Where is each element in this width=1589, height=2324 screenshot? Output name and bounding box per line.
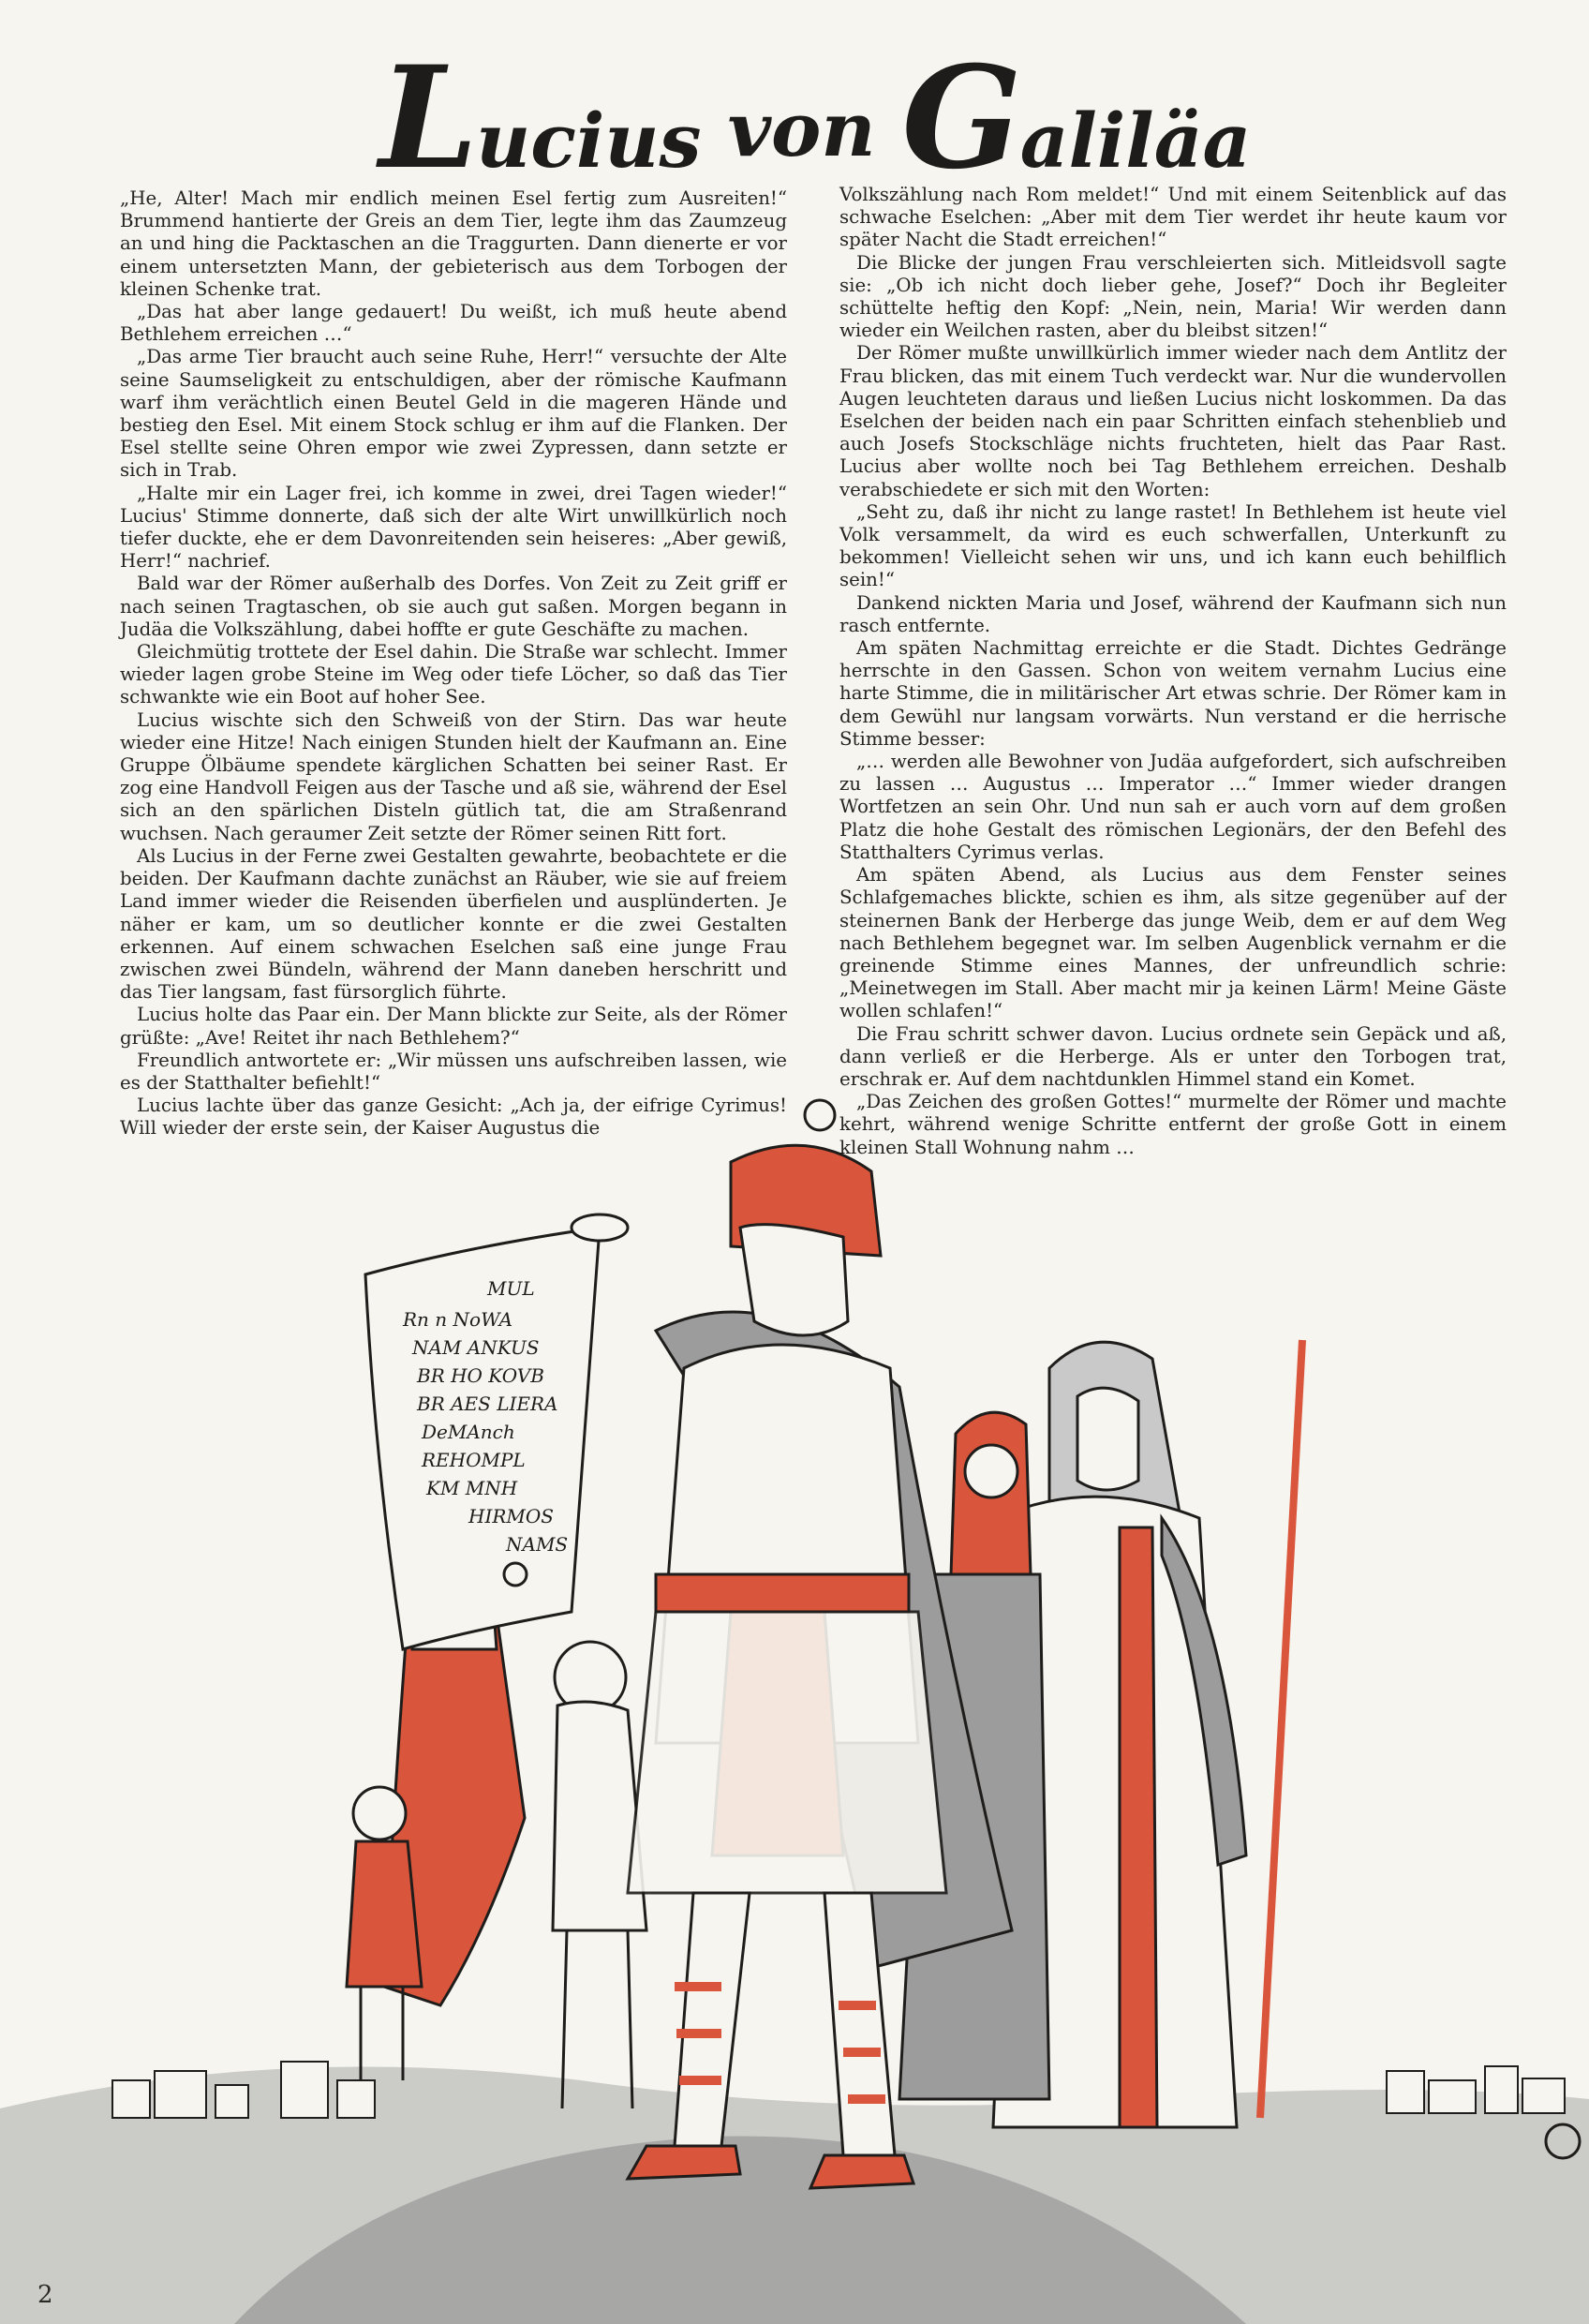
scroll-line: Rn n NoWA bbox=[403, 1308, 513, 1331]
paragraph: „Das Zeichen des großen Gottes!“ murmelte der Römer und machte kehrt, während wenige Schritte entfernt der große Gott in einem kleinen Stall Wohnung nahm … bbox=[839, 1091, 1507, 1158]
roman-census-illustration bbox=[0, 1087, 1589, 2324]
scroll-line: DeMAnch bbox=[422, 1421, 515, 1443]
paragraph: „Halte mir ein Lager frei, ich komme in zwei, drei Tagen wieder!“ Lucius' Stimme donnerte, daß sich der alte Wirt unwillkürlich noch tiefer duckte, ehe er dem Davonreitenden sein heiseres: „Aber gewiß, Herr!“ nachrief. bbox=[120, 482, 787, 573]
text-column-right bbox=[839, 184, 1507, 1159]
paragraph: Lucius holte das Paar ein. Der Mann blickte zur Seite, als der Römer grüßte: „Ave! Reitet ihr nach Bethlehem?“ bbox=[120, 1004, 787, 1049]
title-word-von: von bbox=[727, 85, 876, 173]
paragraph: Bald war der Römer außerhalb des Dorfes. Von Zeit zu Zeit griff er nach seinen Tragtaschen, ob sie auch gut saßen. Morgen begann in Judäa die Volkszählung, dabei hoffte er gute Geschäfte zu machen. bbox=[120, 573, 787, 640]
paragraph: Als Lucius in der Ferne zwei Gestalten gewahrte, beobachtete er die beiden. Der Kaufmann dachte zunächst an Räuber, wie sie auf freiem Land immer wieder die Reisenden überfielen und ausplünderten. Je näher er kam, um so deutlicher konnte er die zwei Gestalten erkennen. Auf einem schwachen Eselchen saß eine junge Frau zwischen zwei Bündeln, während der Mann daneben herschritt und das Tier langsam, fast fürsorglich führte. bbox=[120, 844, 787, 1004]
scroll-line: REHOMPL bbox=[422, 1449, 526, 1471]
paragraph: Lucius wischte sich den Schweiß von der Stirn. Das war heute wieder eine Hitze! Nach einigen Stunden hielt der Kaufmann an. Eine Gruppe Ölbäume spendete kärglichen Schatten bei seiner Rast. Er zog eine Handvoll Feigen aus der Tasche und aß sie, während der Esel sich an den spärlichen Disteln gütlich tat, die am Straßenrand wuchsen. Nach geraumer Zeit setzte der Römer seinen Ritt fort. bbox=[120, 708, 787, 844]
title-word-ucius: ucius bbox=[476, 96, 702, 185]
story-title bbox=[379, 35, 1252, 201]
page-number: 2 bbox=[37, 2281, 53, 2309]
paragraph: Die Frau schritt schwer davon. Lucius ordnete sein Gepäck und aß, dann verließ er die Herberge. Als er unter den Torbogen trat, erschrak er. Auf dem nachtdunklen Himmel stand ein Komet. bbox=[839, 1022, 1507, 1090]
text-column-left bbox=[120, 187, 787, 1140]
scroll-line: MUL bbox=[487, 1277, 535, 1300]
paragraph: „He, Alter! Mach mir endlich meinen Esel fertig zum Ausreiten!“ Brummend hantierte der Greis an dem Tier, legte ihm das Zaumzeug an und hing die Packtaschen an die Traggurten. Dann dienerte er vor einem untersetzten Mann, der gebieterisch aus dem Torbogen der kleinen Schenke trat. bbox=[120, 187, 787, 300]
paragraph: Dankend nickten Maria und Josef, während der Kaufmann sich nun rasch entfernte. bbox=[839, 591, 1507, 636]
paragraph: „Das arme Tier braucht auch seine Ruhe, Herr!“ versuchte der Alte seine Saumseligkeit zu entschuldigen, aber der römische Kaufmann warf ihm verächtlich einen Beutel Geld in die mageren Hände und bestieg den Esel. Mit einem Stock schlug er ihm auf die Flanken. Der Esel stellte seine Ohren empor wie zwei Zypressen, dann setzte er sich in Trab. bbox=[120, 346, 787, 482]
paragraph: Gleichmütig trottete der Esel dahin. Die Straße war schlecht. Immer wieder lagen grobe Steine im Weg oder tiefe Löcher, so daß das Tier schwankte wie ein Boot auf hoher See. bbox=[120, 641, 787, 708]
paragraph: Der Römer mußte unwillkürlich immer wieder nach dem Antlitz der Frau blicken, das mit einem Tuch verdeckt war. Nur die wundervollen Augen leuchteten daraus und ließen Lucius nicht loskommen. Da das Eselchen der beiden nach ein paar Schritten einfach stehenblieb und auch Josefs Stockschläge nichts fruchteten, hielt das Paar Rast. Lucius aber wollte noch bei Tag Bethlehem erreichen. Deshalb verabschiedete er sich mit den Worten: bbox=[839, 342, 1507, 500]
paragraph: „Das hat aber lange gedauert! Du weißt, ich muß heute abend Bethlehem erreichen …“ bbox=[120, 301, 787, 346]
title-initial-g: G bbox=[901, 35, 1020, 201]
scroll-line: KM MNH bbox=[426, 1477, 518, 1499]
paragraph: Am späten Nachmittag erreichte er die Stadt. Dichtes Gedränge herrschte in den Gassen. Schon von weitem vernahm Lucius eine harte Stimme, die in militärischer Art etwas schrie. Der Römer kam in dem Gewühl nur langsam vorwärts. Nun verstand er die herrische Stimme besser: bbox=[839, 637, 1507, 750]
paragraph: Die Blicke der jungen Frau verschleierten sich. Mitleidsvoll sagte sie: „Ob ich nicht doch lieber gehe, Josef?“ Doch ihr Begleiter schüttelte heftig den Kopf: „Nein, nein, Maria! Wir werden dann wieder ein Weilchen rasten, aber du bleibst sitzen!“ bbox=[839, 251, 1507, 342]
scroll-line: NAMS bbox=[506, 1533, 569, 1556]
distant-town-right bbox=[1387, 2066, 1565, 2113]
scroll-line: BR HO KOVB bbox=[417, 1364, 544, 1387]
paragraph: „… werden alle Bewohner von Judäa aufgefordert, sich aufschreiben zu lassen … Augustus … Imperator …“ Immer wieder drangen Wortfetzen an sein Ohr. Und nun sah er auch vorn auf dem großen Platz die hohe Gestalt des römischen Legionärs, der den Befehl des Statthalters Cyrimus verlas. bbox=[839, 751, 1507, 863]
paragraph: Lucius lachte über das ganze Gesicht: „Ach ja, der eifrige Cyrimus! Will wieder der erste sein, der Kaiser Augustus die bbox=[120, 1095, 787, 1140]
scroll-line: BR AES LIERA bbox=[417, 1393, 558, 1415]
title-word-aliläa: aliläa bbox=[1019, 96, 1252, 185]
title-initial-l: L bbox=[379, 35, 477, 201]
paragraph: Am späten Abend, als Lucius aus dem Fenster seines Schlafgemaches blickte, schien es ihm, als sitze gegenüber auf der steinernen Bank der Herberge das junge Weib, dem er auf dem Weg nach Bethlehem begegnet war. Im selben Augenblick vernahm er die greinende Stimme eines Mannes, der unfreundlich schrie: „Meinetwegen im Stall. Aber macht mir ja keinen Lärm! Meine Gäste wollen schlafen!“ bbox=[839, 864, 1507, 1022]
scroll-line: HIRMOS bbox=[468, 1505, 554, 1527]
paragraph: Freundlich antwortete er: „Wir müssen uns aufschreiben lassen, wie es der Statthalter befiehlt!“ bbox=[120, 1049, 787, 1094]
paragraph: „Seht zu, daß ihr nicht zu lange rastet! In Bethlehem ist heute viel Volk versammelt, da wird es euch schwerfallen, Unterkunft zu bekommen! Vielleicht sehen wir uns, und ich kann euch behilflich sein!“ bbox=[839, 500, 1507, 591]
paragraph: Volkszählung nach Rom meldet!“ Und mit einem Seitenblick auf das schwache Eselchen: „Aber mit dem Tier werdet ihr heute kaum vor später Nacht die Stadt erreichen!“ bbox=[839, 184, 1507, 251]
scroll-line: NAM ANKUS bbox=[412, 1336, 540, 1359]
